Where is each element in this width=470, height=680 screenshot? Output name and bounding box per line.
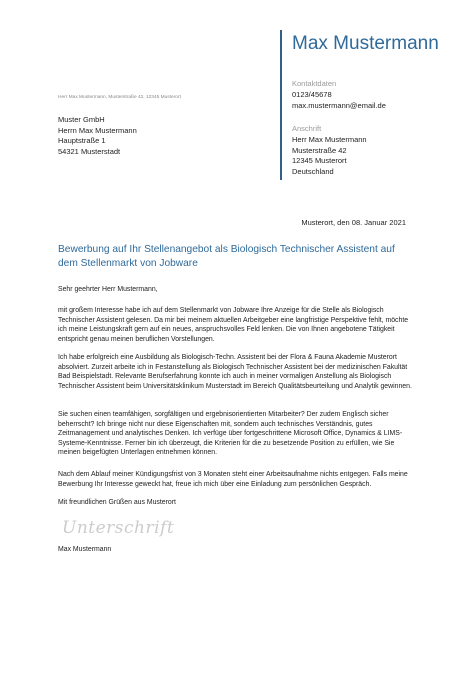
- address-line: 12345 Musterort: [292, 156, 347, 165]
- letter-date: Musterort, den 08. Januar 2021: [301, 218, 406, 227]
- closing-phrase: Mit freundlichen Grüßen aus Musterort: [58, 499, 176, 506]
- header-divider-line: [280, 30, 282, 180]
- paragraph-availability: Nach dem Ablauf meiner Kündigungsfrist von 3 Monaten steht einer Arbeitsaufnahme nichts entgegen. Falls meine Bewerbung Ihr Interesse geweckt hat, freue ich mich über eine Einladung zum persönlichen Gespräch.: [58, 471, 408, 488]
- paragraph-skills: Sie suchen einen teamfähigen, sorgfältigen und ergebnisorientierten Mitarbeiter? Der zudem Englisch sicher beherrscht? Ich bringe nicht nur diese Eigenschaften mit, sondern auch technisches Verständnis, gutes Zeitmanagement und analytisches Denken. Ich verfüge über fortgeschrittene Microsoft Office, Dynamics & LIMS-Systeme-Kenntnisse. Ferner bin ich überzeugt, die Kriterien für die zu besetzende Position zu erfüllen, wie Sie meinen beigefügten Unterlagen entnehmen können.: [58, 411, 403, 457]
- email-address: max.mustermann@email.de: [292, 100, 386, 110]
- address-label: Anschrift: [292, 124, 322, 133]
- recipient-address: [58, 115, 137, 157]
- sender-return-line: Herr Max Mustermann, Musterstraße 42, 12345 Musterort: [58, 95, 181, 100]
- address-block: [292, 124, 367, 177]
- header-name: Max Mustermann: [292, 33, 439, 54]
- address-line: Musterstraße 42: [292, 145, 347, 155]
- contact-label: Kontaktdaten: [292, 79, 337, 88]
- address-line: Herr Max Mustermann: [292, 135, 367, 144]
- address-line: Deutschland: [292, 166, 334, 176]
- letter-subject: Bewerbung auf Ihr Stellenangebot als Biologisch Technischer Assistent auf dem Stellenmarkt von Jobware: [58, 244, 395, 269]
- phone-number: 0123/45678: [292, 90, 332, 99]
- paragraph-experience: Ich habe erfolgreich eine Ausbildung als Biologisch-Techn. Assistent bei der Flora & Fauna Akademie Musterort absolviert. Zurzeit arbeite ich in Festanstellung als Biologisch Technischer Assistent bei der medizinischen Fakultät Bad Beispielstadt. Relevante Berufserfahrung konnte ich auch in meiner vormaligen Anstellung als Biologisch Technischer Assistent beim Universitätsklinikum Musterstadt im Bereich Qualitätsbeurteilung und Analytik gewinnen.: [58, 354, 412, 390]
- signature-name: Max Mustermann: [58, 546, 112, 553]
- recipient-line: 54321 Musterstadt: [58, 146, 121, 156]
- recipient-line: Muster GmbH: [58, 115, 105, 124]
- salutation: Sehr geehrter Herr Mustermann,: [58, 286, 158, 293]
- signature-image: Unterschrift: [62, 518, 175, 538]
- contact-block: [292, 79, 386, 111]
- recipient-line: Hauptstraße 1: [58, 136, 106, 145]
- paragraph-intro: mit großem Interesse habe ich auf dem Stellenmarkt von Jobware Ihre Anzeige für die Stelle als Biologisch Technischer Assistent gelesen. Da mir bei meinem aktuellen Arbeitgeber eine langfristige Perspektive fehlt, möchte ich meine Leistungskraft gern auf ein neues, anspruchsvolles Feld lenken. Die von Ihnen angebotene Tätigkeit entspricht genau meinen beruflichen Vorstellungen.: [58, 307, 409, 343]
- recipient-line: Herrn Max Mustermann: [58, 125, 137, 135]
